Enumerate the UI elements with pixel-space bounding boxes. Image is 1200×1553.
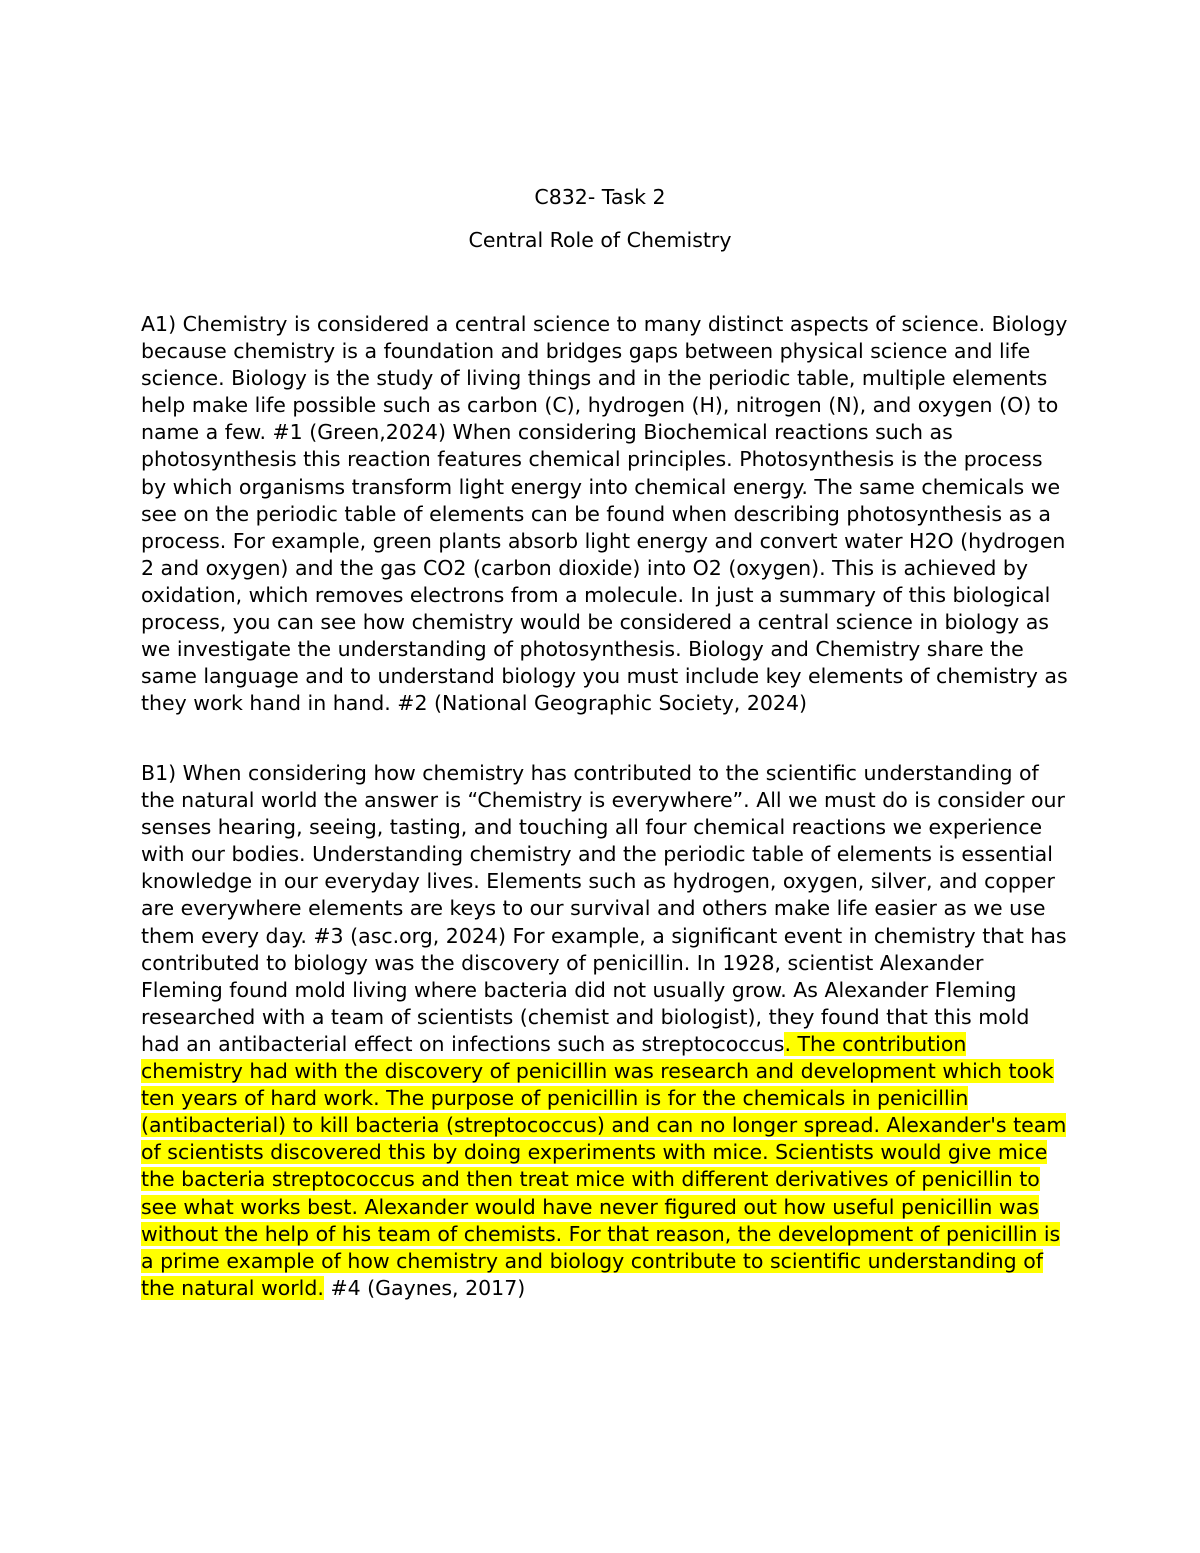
paragraph-b1-text: B1) When considering how chemistry has contributed to the scientific understanding of the natural world the answer is “Chemistry is everywhere”. All we must do is consider our senses hearing, seeing, tasting, and touching all four chemical reactions we experience with our bodies. Understanding chemistry and the periodic table of elements is essential knowledge in our everyday lives. Elements such as hydrogen, oxygen, silver, and copper are everywhere elements are keys to our survival and others make life easier as we use them every day. #3 (asc.org, 2024) For example, a significant event in chemistry that has contributed to biology was the discovery of penicillin. In 1928, scientist Alexander Fleming found mold living where bacteria did not usually grow. As Alexander Fleming researched with a team of scientists (chemist and biologist), they found that this mold had an antibacterial effect on infections such as streptococcus — [141, 761, 1067, 1056]
paragraph-b1-citation: #4 (Gaynes, 2017) — [323, 1275, 526, 1300]
paragraph-b1-highlighted-text: . The contribution chemistry had with the discovery of penicillin was research and development which took ten years of hard work. The purpose of penicillin is for the chemicals in penicillin (antibacterial) to kill bacteria (streptococcus) and can no longer spread. Alexander's team of scientists discovered this by doing experiments with mice. Scientists would give mice the bacteria streptococcus and then treat mice with different derivatives of penicillin to see what works best. Alexander would have never figured out how useful penicillin was without the help of his team of chemists. For that reason, the development of penicillin is a prime example of how chemistry and biology contribute to scientific understanding of the natural world. — [141, 1031, 1067, 1300]
paragraph-b1 — [141, 760, 1071, 1302]
paragraph-a1: A1) Chemistry is considered a central science to many distinct aspects of science. Biology because chemistry is a foundation and bridges gaps between physical science and life science. Biology is the study of living things and in the periodic table, multiple elements help make life possible such as carbon (C), hydrogen (H), nitrogen (N), and oxygen (O) to name a few. #1 (Green,2024) When considering Biochemical reactions such as photosynthesis this reaction features chemical principles. Photosynthesis is the process by which organisms transform light energy into chemical energy. The same chemicals we see on the periodic table of elements can be found when describing photosynthesis as a process. For example, green plants absorb light energy and convert water H2O (hydrogen 2 and oxygen) and the gas CO2 (carbon dioxide) into O2 (oxygen). This is achieved by oxidation, which removes electrons from a molecule. In just a summary of this biological process, you can see how chemistry would be considered a central science in biology as we investigate the understanding of photosynthesis. Biology and Chemistry share the same language and to understand biology you must include key elements of chemistry as they work hand in hand. #2 (National Geographic Society, 2024) — [141, 312, 1068, 716]
document-subtitle: Central Role of Chemistry — [468, 228, 732, 252]
document-title: C832- Task 2 — [534, 185, 666, 209]
